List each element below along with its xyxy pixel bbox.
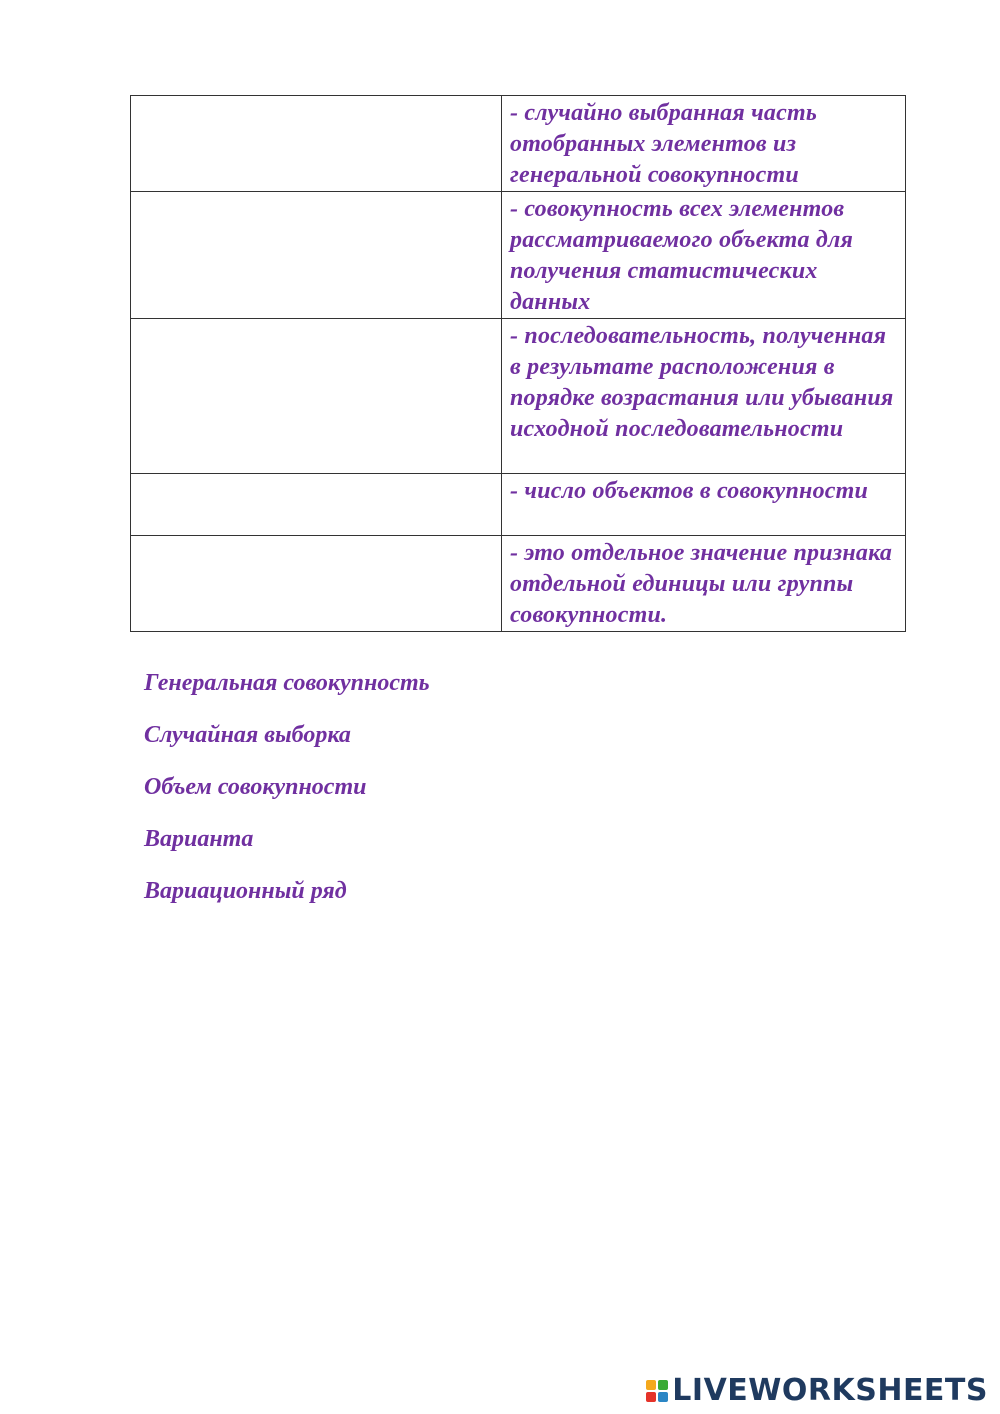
- table-row: [131, 192, 906, 319]
- definition-cell: - это отдельное значение признака отдельной единицы или группы совокупности.: [502, 536, 906, 632]
- answer-drop-cell[interactable]: [131, 192, 502, 319]
- draggable-term[interactable]: Вариационный ряд: [144, 878, 347, 904]
- definition-cell: - последовательность, полученная в результате расположения в порядке возрастания или убывания исходной последовательности: [502, 319, 906, 474]
- brand-name: LIVEWORKSHEETS: [672, 1373, 988, 1408]
- draggable-term[interactable]: Объем совокупности: [144, 774, 367, 800]
- definition-cell: - случайно выбранная часть отобранных элементов из генеральной совокупности: [502, 96, 906, 192]
- table-row: [131, 96, 906, 192]
- matching-table: [130, 95, 906, 632]
- logo-square: [658, 1380, 668, 1390]
- definition-cell: - число объектов в совокупности: [502, 474, 906, 536]
- draggable-term[interactable]: Варианта: [144, 826, 254, 852]
- draggable-term[interactable]: Генеральная совокупность: [144, 670, 430, 696]
- answer-drop-cell[interactable]: [131, 96, 502, 192]
- logo-square: [646, 1380, 656, 1390]
- definition-cell: - совокупность всех элементов рассматриваемого объекта для получения статистических данных: [502, 192, 906, 319]
- liveworksheets-watermark: [646, 1374, 988, 1408]
- logo-square: [646, 1392, 656, 1402]
- logo-square: [658, 1392, 668, 1402]
- table-row: [131, 319, 906, 474]
- answer-drop-cell[interactable]: [131, 474, 502, 536]
- term-list: [144, 668, 430, 928]
- answer-drop-cell[interactable]: [131, 319, 502, 474]
- table-row: [131, 474, 906, 536]
- draggable-term[interactable]: Случайная выборка: [144, 722, 351, 748]
- liveworksheets-logo-icon: [646, 1380, 668, 1402]
- table-row: [131, 536, 906, 632]
- answer-drop-cell[interactable]: [131, 536, 502, 632]
